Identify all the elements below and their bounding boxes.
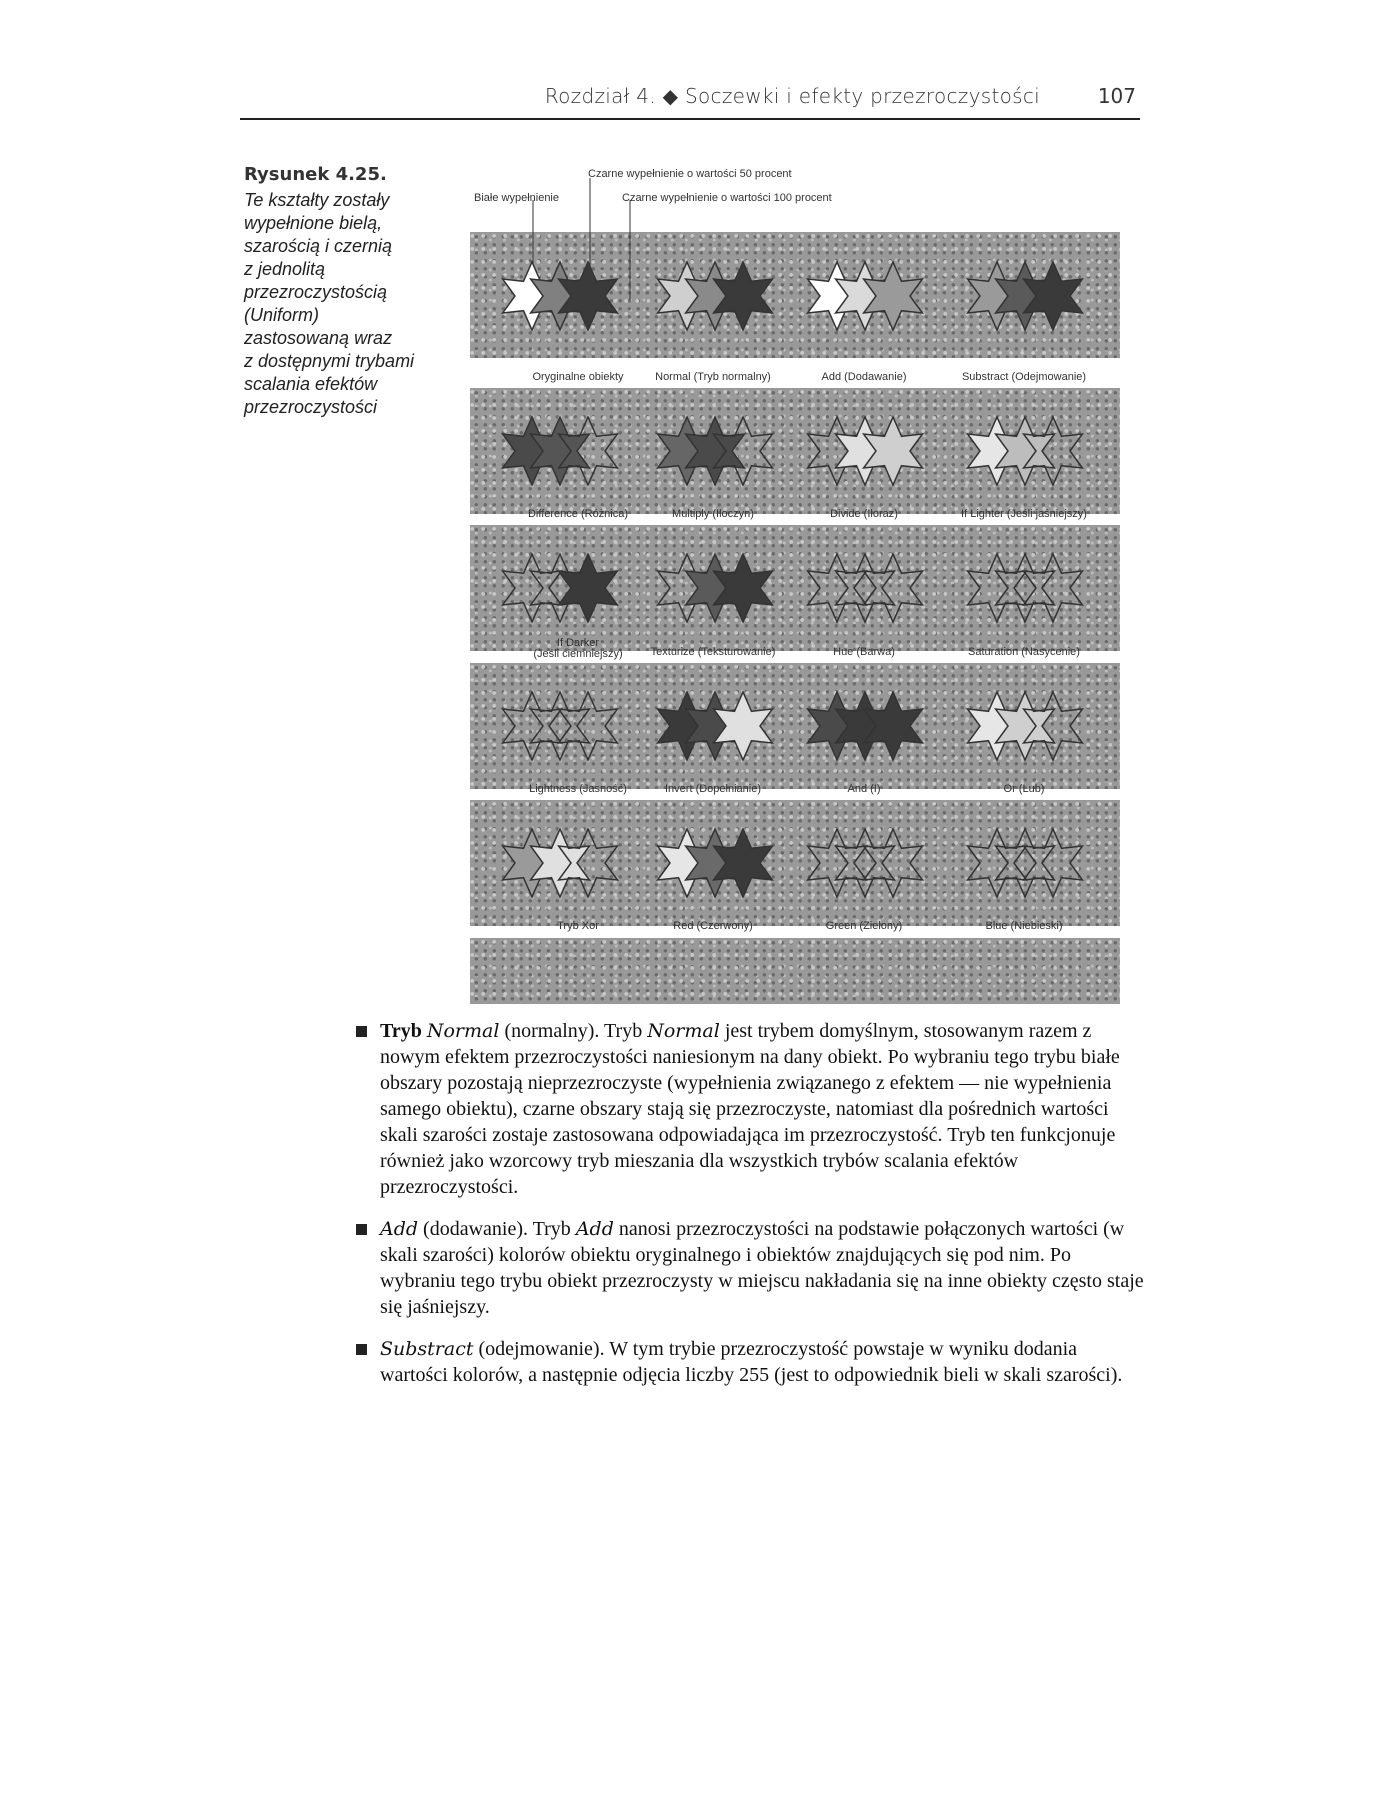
caption-line: z dostępnymi trybami xyxy=(244,351,415,371)
mode-label: If Darker (Jeśli ciemniejszy) xyxy=(533,637,623,660)
mode-label: Difference (Różnica) xyxy=(527,508,629,520)
running-header xyxy=(240,84,1140,120)
page-number: 107 xyxy=(1097,84,1136,108)
mode-label: Hue (Barwa) xyxy=(833,646,895,658)
star-shape xyxy=(1024,829,1083,897)
caption-line: Te kształty zostały xyxy=(244,190,390,210)
caption-line: zastosowaną wraz xyxy=(244,328,393,348)
item-text: jest trybem domyślnym, stosowanym razem z nowym efektem przezroczystości naniesionym na dany obiekt. Po wybraniu tego trybu białe obszary pozostają nieprzezroczyste (wypełnienia związanego z efektem — nie wypełnienia samego obiektu), czarne obszary stają się przezroczyste, natomiast dla pośrednich wartości skali szarości zostaje zastosowana odpowiadająca im przezroczystość. Tryb ten funkcjonuje również jako wzorcowy tryb mieszania dla wszystkich trybów scalania efektów przezroczystości. xyxy=(380,1020,1120,1198)
star-shape xyxy=(836,554,895,622)
mode-label: Tryb Xor xyxy=(557,920,599,932)
mode-label: Normal (Tryb normalny) xyxy=(655,371,771,383)
mode-label: Substract (Odejmowanie) xyxy=(961,371,1087,383)
caption-line: (Uniform) xyxy=(244,305,319,325)
caption-line: szarością i czernią xyxy=(244,236,393,256)
star-shape xyxy=(1024,554,1083,622)
figure-description xyxy=(244,189,444,419)
star-shape xyxy=(531,692,590,760)
mode-term: Normal xyxy=(647,1020,720,1042)
mode-label: Or (Lub) xyxy=(1003,783,1045,795)
mode-term: Add xyxy=(575,1218,614,1240)
mode-label: Texturize (Teksturowanie) xyxy=(650,646,776,658)
item-text: (normalny). Tryb xyxy=(499,1020,648,1042)
item-lead: Tryb xyxy=(380,1020,422,1042)
caption-line: przezroczystości xyxy=(244,397,378,417)
mode-label: Green (Zielony) xyxy=(825,920,903,932)
mode-label: Lightness (Jasność) xyxy=(529,783,627,795)
mode-label: Divide (Iloraz) xyxy=(830,508,898,520)
blend-modes-list xyxy=(356,1018,1146,1404)
mode-term: Substract xyxy=(380,1338,474,1360)
item-text: (dodawanie). Tryb xyxy=(418,1218,576,1240)
list-item xyxy=(356,1336,1146,1388)
star-shape xyxy=(836,829,895,897)
mode-label: Multiply (Iloczyn) xyxy=(672,508,754,520)
item-text: nanosi przezroczystości na podstawie połączonych wartości (w skali szarości) kolorów obiektu oryginalnego i obiektów znajdujących się pod nim. Po wybraniu tego trybu obiekt przezroczysty w miejscu nakładania się na inne obiekty często staje się jaśniejszy. xyxy=(380,1218,1144,1318)
mode-label: Add (Dodawanie) xyxy=(821,371,907,383)
list-item xyxy=(356,1018,1146,1200)
caption-line: z jednolitą xyxy=(244,259,326,279)
list-item xyxy=(356,1216,1146,1320)
star-shape xyxy=(503,554,562,622)
star-shape xyxy=(808,829,867,897)
item-text: (odejmowanie). W tym trybie przezroczystość powstaje w wyniku dodania wartości kolorów, a następnie odjęcia liczby 255 (jest to odpowiednik bieli w skali szarości). xyxy=(380,1338,1123,1386)
mode-label: If Lighter (Jeśli jaśniejszy) xyxy=(961,508,1087,520)
mode-label: Blue (Niebieski) xyxy=(985,920,1063,932)
figure-caption xyxy=(244,164,444,419)
star-shape xyxy=(996,554,1055,622)
mode-term: Normal xyxy=(426,1020,500,1042)
caption-line: scalania efektów xyxy=(244,374,378,394)
blend-modes-figure xyxy=(470,160,1120,1010)
mode-label: Red (Czerwony) xyxy=(673,920,753,932)
mode-label: Saturation (Nasycenie) xyxy=(968,646,1080,658)
annotation-black-100: Czarne wypełnienie o wartości 100 procent xyxy=(622,192,832,204)
star-shape xyxy=(559,692,618,760)
star-shape xyxy=(503,692,562,760)
stars-layer xyxy=(470,160,1120,1010)
mode-label: Invert (Dopełnianie) xyxy=(665,783,761,795)
star-shape xyxy=(996,829,1055,897)
star-shape xyxy=(864,554,923,622)
figure-label: Rysunek 4.25. xyxy=(244,164,387,185)
caption-line: przezroczystością xyxy=(244,282,388,302)
mode-label: And (I) xyxy=(847,783,881,795)
mode-term: Add xyxy=(380,1218,419,1240)
star-shape xyxy=(968,829,1027,897)
star-shape xyxy=(864,829,923,897)
caption-line: wypełnione bielą, xyxy=(244,213,383,233)
star-shape xyxy=(559,554,618,622)
annotation-black-50: Czarne wypełnienie o wartości 50 procent xyxy=(588,168,792,180)
chapter-title: Rozdział 4. ◆ Soczewki i efekty przezroczystości xyxy=(544,84,1040,108)
mode-label: Oryginalne obiekty xyxy=(532,371,624,383)
annotation-white: Białe wypełnienie xyxy=(474,192,559,204)
star-shape xyxy=(968,554,1027,622)
star-shape xyxy=(808,554,867,622)
